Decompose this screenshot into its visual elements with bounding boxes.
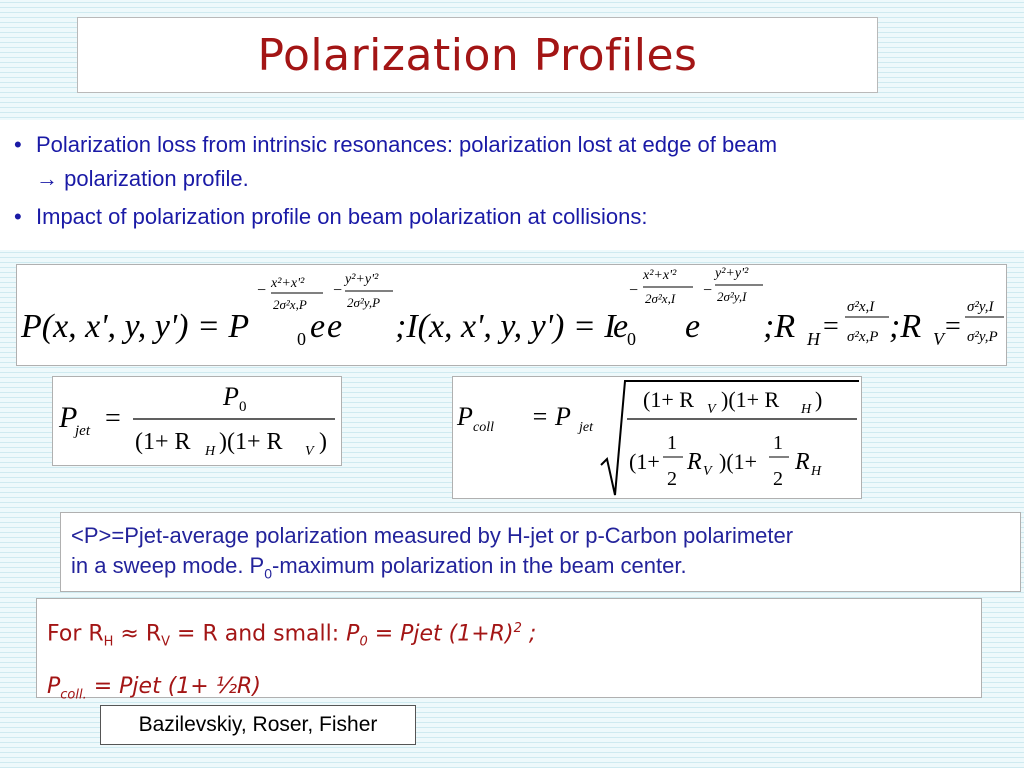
formula-main-svg (17, 265, 1006, 365)
bullet-text: Polarization loss from intrinsic resonances: polarization lost at edge of beam (36, 132, 778, 157)
pcoll-den-r2-sub: H (811, 464, 822, 479)
formula-rv-sub: V (933, 329, 944, 349)
title-box (77, 17, 878, 93)
pcoll-formula (452, 376, 862, 499)
pcoll-num-end: ) (815, 387, 823, 412)
result-l1-p: P (346, 621, 360, 647)
note-box (60, 512, 1021, 592)
formula-exp1-num: x²+x'² (271, 276, 305, 291)
result-box (36, 598, 982, 703)
pjet-formula-svg (53, 377, 341, 465)
formula-exp2-den: 2σ²y,P (347, 295, 381, 310)
formula-e4: e (685, 308, 701, 345)
result-l1-sub-v: V (161, 634, 171, 650)
pjet-formula (52, 376, 342, 466)
result-l2-p: P (47, 673, 61, 699)
pjet-den-sub-v: V (305, 444, 314, 459)
pcoll-num-sub-h: H (801, 402, 812, 417)
pjet-num-sub: 0 (239, 399, 247, 415)
formula-exp4-den: 2σ²y,I (717, 289, 747, 304)
formula-exp2-num: y²+y'² (345, 272, 379, 287)
formula-minus4: − (703, 282, 713, 299)
result-l1-end: ; (521, 621, 537, 647)
note-line2-a: in a sweep mode. P (71, 553, 265, 578)
formula-i0-sub: 0 (627, 329, 636, 349)
formula-rh-num: σ²x,I (847, 299, 875, 315)
result-l1-sup: 2 (513, 621, 522, 636)
formula-e2: e (327, 308, 343, 345)
formula-rv-num: σ²y,I (967, 299, 994, 315)
pcoll-half1-num: 1 (667, 432, 677, 454)
pjet-den-mid: )(1+ R (219, 429, 283, 455)
pcoll-den-a: (1+ (629, 449, 660, 474)
pjet-lhs: P (59, 401, 78, 434)
note-line2-sub: 0 (264, 565, 273, 582)
formula-minus3: − (629, 282, 639, 299)
result-l1-a: For R (47, 621, 104, 647)
formula-i-lhs: ;I(x, x', y, y') = I (395, 308, 616, 345)
pcoll-rhs-sub: jet (579, 420, 593, 435)
result-l1-p-sub: 0 (359, 634, 368, 650)
result-l2-eq: = Pjet (1+ ½R) (86, 673, 261, 699)
note-line2-b: -maximum polarization in the beam center. (272, 553, 687, 578)
pcoll-half2-num: 1 (773, 432, 783, 454)
pcoll-half1-den: 2 (667, 468, 677, 490)
pjet-den-end: ) (319, 429, 327, 455)
pcoll-num-sub-v: V (707, 402, 716, 417)
pcoll-den-r1: R (687, 449, 702, 475)
pcoll-lhs: P (457, 402, 473, 431)
formula-rh-sub: H (807, 329, 820, 349)
pcoll-den-r1-sub: V (703, 464, 712, 479)
note-line1: <P>=Pjet-average polarization measured by H-jet or p-Carbon polarimeter (71, 523, 794, 548)
formula-minus1: − (257, 282, 267, 299)
pcoll-num-mid: )(1+ R (721, 387, 780, 412)
result-l1-sub-h: H (103, 634, 114, 650)
formula-e3: e (613, 308, 629, 345)
pjet-num: P (223, 382, 239, 411)
formula-rv: ;R (889, 308, 922, 345)
bullet-continuation: → polarization profile. (36, 166, 249, 191)
bullet-list (0, 120, 1024, 250)
result-l1-b: = R and small: (170, 621, 347, 647)
polarization-intensity-formula (16, 264, 1007, 366)
formula-rv-eq: = (945, 311, 961, 342)
pcoll-den-b: )(1+ (719, 449, 758, 474)
result-l2-sub: coll. (60, 687, 87, 703)
formula-p0-sub: 0 (297, 329, 306, 349)
author-names: Bazilevskiy, Roser, Fisher (138, 713, 378, 736)
formula-exp3-den: 2σ²x,I (645, 291, 676, 306)
pjet-den-a: (1+ R (135, 429, 191, 455)
formula-rv-den: σ²y,P (967, 329, 998, 345)
bullet-item (14, 128, 1010, 196)
pjet-lhs-sub: jet (75, 423, 90, 439)
pjet-den-sub-h: H (205, 444, 216, 459)
formula-rh-eq: = (823, 311, 839, 342)
formula-p-lhs: P(x, x', y, y') = P (21, 308, 250, 345)
pjet-eq: = (105, 403, 121, 434)
slide-title: Polarization Profiles (257, 29, 698, 81)
formula-minus2: − (333, 282, 343, 299)
formula-e1: e (310, 308, 326, 345)
bullet-text: Impact of polarization profile on beam polarization at collisions: (36, 204, 648, 229)
formula-exp1-den: 2σ²x,P (273, 297, 307, 312)
formula-exp3-num: x²+x'² (643, 268, 677, 283)
formula-rh: ;R (763, 308, 796, 345)
formula-exp4-num: y²+y'² (715, 266, 749, 281)
pcoll-formula-svg (453, 377, 861, 498)
formula-rh-den: σ²x,P (847, 329, 879, 345)
pcoll-rhs: = P (531, 402, 571, 431)
author-credit (100, 705, 416, 745)
pcoll-lhs-sub: coll (473, 420, 494, 435)
pcoll-half2-den: 2 (773, 468, 783, 490)
pcoll-num-a: (1+ R (643, 387, 694, 412)
result-l1-eq: = Pjet (1+R) (367, 621, 514, 647)
result-line-1 (47, 607, 971, 665)
bullet-item (14, 200, 1010, 234)
pcoll-den-r2: R (795, 449, 810, 475)
result-l1-approx: ≈ R (113, 621, 162, 647)
